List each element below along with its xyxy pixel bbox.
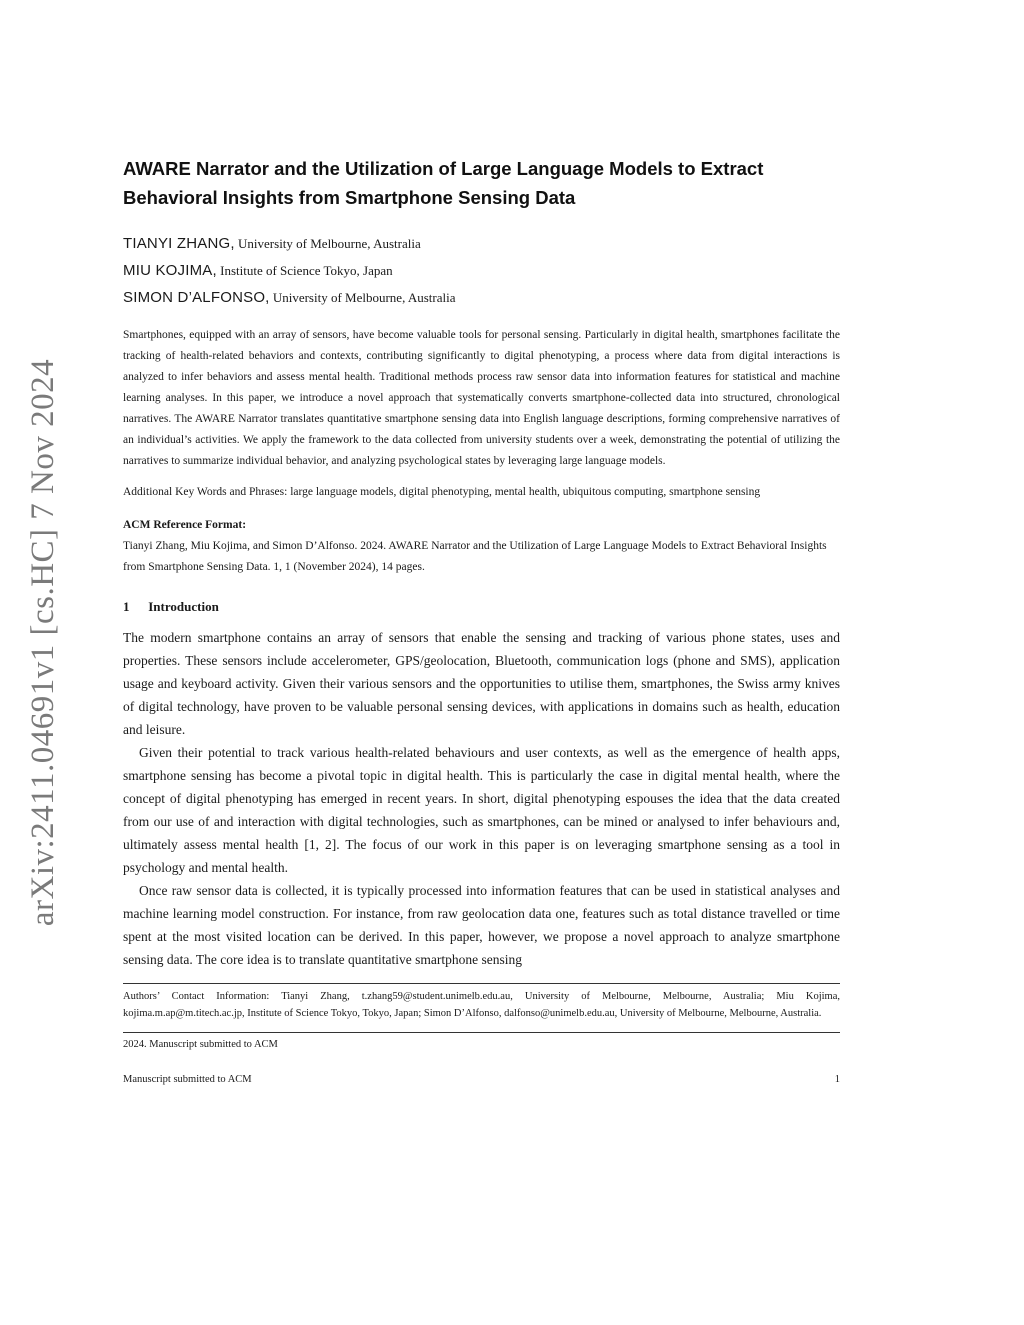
author-2 [123, 257, 840, 284]
author-contact-footnote: Authors’ Contact Information: Tianyi Zhang, t.zhang59@student.unimelb.edu.au, University of Melbourne, Melbourne, Australia; Miu Kojima, kojima.m.ap@m.titech.ac.jp, Institute of Science Tokyo, Tokyo, Japan; Simon D’Alfonso, dalfonso@unimelb.edu.au, University of Melbourne, Melbourne, Australia. [123, 991, 840, 1019]
paragraph: Given their potential to track various health-related behaviours and user contexts, as well as the emergence of health apps, smartphone sensing has become a pivotal topic in digital health. This is particularly the case in digital mental health, where the concept of digital phenotyping has emerged in recent years. In short, digital phenotyping espouses the idea that the data created from our use of and interaction with digital technologies, such as smartphones, can be mined or analysed to infer behaviours and, ultimately assess mental health [1, 2]. The focus of our work in this paper is on leveraging smartphone sensing as a tool in psychology and mental health. [123, 745, 840, 875]
author-affiliation: University of Melbourne, Australia [272, 290, 456, 305]
footer-venue: Manuscript submitted to ACM [123, 1074, 252, 1085]
abstract: Smartphones, equipped with an array of sensors, have become valuable tools for personal sensing. Particularly in digital health, smartphones facilitate the tracking of health-related behaviors and contexts, contributing significantly to digital phenotyping, a process where data from digital interactions is analyzed to infer behaviors and assess mental health. Traditional methods process raw sensor data into information features for statistical and machine learning analyses. In this paper, we introduce a novel approach that systematically converts smartphone-collected data into structured, chronological narratives. The AWARE Narrator translates quantitative smartphone sensing data into English language descriptions, forming comprehensive narratives of an individual’s activities. We apply the framework to the data collected from university students over a week, demonstrating the potential of utilizing the narratives to summarize individual behavior, and analyzing psychological states by leveraging large language models. [123, 329, 840, 467]
author-name: MIU KOJIMA, [123, 262, 217, 279]
acm-reference-text: Tianyi Zhang, Miu Kojima, and Simon D’Alfonso. 2024. AWARE Narrator and the Utilization of Large Language Models to Extract Behavioral Insights from Smartphone Sensing Data. 1, 1 (November 2024), 14 pages. [123, 540, 827, 573]
keywords: Additional Key Words and Phrases: large language models, digital phenotyping, mental health, ubiquitous computing, smartphone sensing [123, 486, 761, 498]
acm-reference-heading: ACM Reference Format: [123, 519, 247, 531]
arxiv-identifier-text: arXiv:2411.04691v1 [cs.HC] 7 Nov 2024 [25, 358, 62, 927]
author-name: SIMON D’ALFONSO, [123, 289, 270, 306]
submitted-note: 2024. Manuscript submitted to ACM [123, 1039, 278, 1050]
page-footer [123, 1071, 840, 1088]
author-1 [123, 230, 840, 257]
paper-page [123, 150, 840, 1088]
submitted-divider [123, 1032, 840, 1033]
author-affiliation: Institute of Science Tokyo, Japan [220, 263, 393, 278]
acm-reference-format [123, 515, 840, 578]
section-title: Introduction [148, 599, 219, 614]
section-heading-introduction [123, 596, 840, 618]
paragraph: Once raw sensor data is collected, it is typically processed into information features that can be used in statistical analyses and machine learning model construction. For instance, from raw geolocation data one, features such as total distance travelled or time spent at the most visited location can be derived. In this paper, however, we propose a novel approach to analyze smartphone sensing data. The core idea is to translate quantitative smartphone sensing [123, 883, 840, 967]
author-list [123, 230, 840, 311]
page-number: 1 [834, 1074, 840, 1085]
author-name: TIANYI ZHANG, [123, 235, 235, 252]
arxiv-identifier-stamp [24, 355, 64, 930]
section-number: 1 [123, 599, 130, 614]
author-3 [123, 284, 840, 311]
author-affiliation: University of Melbourne, Australia [238, 236, 421, 251]
paper-title: AWARE Narrator and the Utilization of Large Language Models to Extract Behavioral Insights from Smartphone Sensing Data [123, 158, 764, 208]
introduction-body [123, 626, 840, 971]
footnote-divider [123, 983, 840, 984]
paragraph: The modern smartphone contains an array of sensors that enable the sensing and tracking of various phone states, uses and properties. These sensors include accelerometer, GPS/geolocation, Bluetooth, communication logs (phone and SMS), application usage and keyboard activity. Given their various sensors and the opportunities to utilise them, smartphones, the Swiss army knives of digital technology, have proven to be valuable personal sensing devices, with applications in domains such as health, education and leisure. [123, 630, 840, 737]
